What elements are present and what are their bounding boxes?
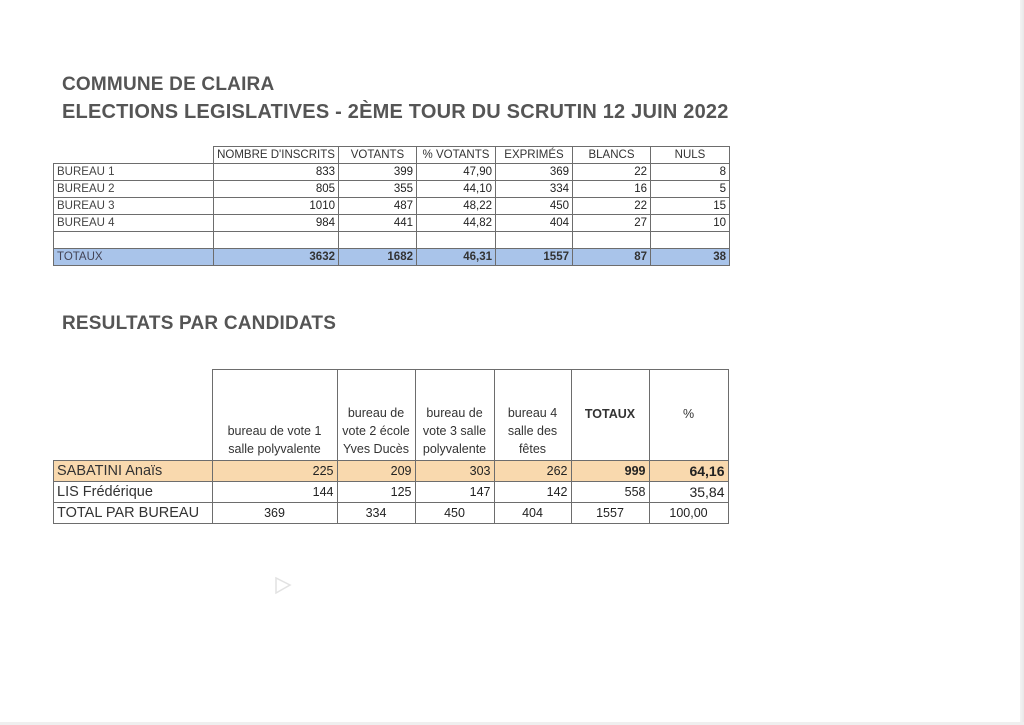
cell-value: 47,90 <box>417 164 496 181</box>
results-title: RESULTATS PAR CANDIDATS <box>62 313 337 334</box>
results-corner-cell <box>54 370 213 461</box>
turnout-table <box>53 146 730 266</box>
col-pct-votants: % VOTANTS <box>417 147 496 164</box>
cell-value: 404 <box>496 215 573 232</box>
empty-cell <box>54 232 214 249</box>
totals-label: TOTAUX <box>54 249 214 266</box>
cell-value: 369 <box>212 503 337 524</box>
cell-value: 355 <box>339 181 417 198</box>
candidate-percent: 35,84 <box>649 482 728 503</box>
cell-value: 450 <box>415 503 494 524</box>
col-percent: % <box>649 370 728 461</box>
cell-value: 48,22 <box>417 198 496 215</box>
empty-cell <box>496 232 573 249</box>
cell-value: 15 <box>651 198 730 215</box>
cell-value: 1010 <box>214 198 339 215</box>
candidate-name: LIS Frédérique <box>54 482 213 503</box>
col-blancs: BLANCS <box>573 147 651 164</box>
empty-cell <box>214 232 339 249</box>
cell-value: 487 <box>339 198 417 215</box>
total-value: 3632 <box>214 249 339 266</box>
faint-mark-icon <box>272 575 294 597</box>
col-inscrits: NOMBRE D'INSCRITS <box>214 147 339 164</box>
commune-title: COMMUNE DE CLAIRA <box>62 74 275 95</box>
col-bureau-2: bureau de vote 2 école Yves Ducès <box>337 370 415 461</box>
cell-value: 225 <box>212 461 337 482</box>
cell-value: 100,00 <box>649 503 728 524</box>
empty-row <box>54 232 730 249</box>
candidate-row-sabatini <box>54 461 729 482</box>
totals-row <box>54 249 730 266</box>
cell-value: 833 <box>214 164 339 181</box>
candidate-row-lis <box>54 482 729 503</box>
cell-value: 8 <box>651 164 730 181</box>
total-value: 1682 <box>339 249 417 266</box>
cell-value: 44,82 <box>417 215 496 232</box>
cell-value: 334 <box>496 181 573 198</box>
cell-value: 399 <box>339 164 417 181</box>
cell-value: 1557 <box>571 503 649 524</box>
cell-value: 450 <box>496 198 573 215</box>
candidate-percent: 64,16 <box>649 461 728 482</box>
col-bureau-4: bureau 4 salle des fêtes <box>494 370 571 461</box>
cell-value: 5 <box>651 181 730 198</box>
scan-edge <box>1020 0 1024 725</box>
empty-cell <box>573 232 651 249</box>
col-bureau-1: bureau de vote 1 salle polyvalente <box>212 370 337 461</box>
total-value: 46,31 <box>417 249 496 266</box>
candidate-total: 999 <box>571 461 649 482</box>
cell-value: 27 <box>573 215 651 232</box>
total-value: 1557 <box>496 249 573 266</box>
empty-cell <box>417 232 496 249</box>
total-value: 87 <box>573 249 651 266</box>
cell-value: 44,10 <box>417 181 496 198</box>
cell-value: 441 <box>339 215 417 232</box>
row-label: BUREAU 2 <box>54 181 214 198</box>
empty-cell <box>651 232 730 249</box>
cell-value: 303 <box>415 461 494 482</box>
cell-value: 16 <box>573 181 651 198</box>
cell-value: 984 <box>214 215 339 232</box>
total-value: 38 <box>651 249 730 266</box>
cell-value: 805 <box>214 181 339 198</box>
cell-value: 209 <box>337 461 415 482</box>
cell-value: 144 <box>212 482 337 503</box>
election-title: ELECTIONS LEGISLATIVES - 2ÈME TOUR DU SCRUTIN 12 JUIN 2022 <box>62 101 729 123</box>
total-par-bureau-row <box>54 503 729 524</box>
table-row <box>54 198 730 215</box>
row-label: BUREAU 1 <box>54 164 214 181</box>
total-par-bureau-label: TOTAL PAR BUREAU <box>54 503 213 524</box>
cell-value: 369 <box>496 164 573 181</box>
cell-value: 147 <box>415 482 494 503</box>
cell-value: 10 <box>651 215 730 232</box>
turnout-header-row <box>54 147 730 164</box>
cell-value: 142 <box>494 482 571 503</box>
col-bureau-3: bureau de vote 3 salle polyvalente <box>415 370 494 461</box>
row-label: BUREAU 4 <box>54 215 214 232</box>
table-row <box>54 215 730 232</box>
cell-value: 404 <box>494 503 571 524</box>
results-header-row <box>54 370 729 461</box>
table-row <box>54 164 730 181</box>
row-label: BUREAU 3 <box>54 198 214 215</box>
cell-value: 22 <box>573 164 651 181</box>
col-totaux: TOTAUX <box>571 370 649 461</box>
cell-value: 125 <box>337 482 415 503</box>
col-votants: VOTANTS <box>339 147 417 164</box>
col-nuls: NULS <box>651 147 730 164</box>
results-table <box>53 369 729 524</box>
cell-value: 334 <box>337 503 415 524</box>
cell-value: 22 <box>573 198 651 215</box>
empty-cell <box>339 232 417 249</box>
table-row <box>54 181 730 198</box>
candidate-total: 558 <box>571 482 649 503</box>
turnout-corner-cell <box>54 147 214 164</box>
cell-value: 262 <box>494 461 571 482</box>
col-exprimes: EXPRIMÉS <box>496 147 573 164</box>
candidate-name: SABATINI Anaïs <box>54 461 213 482</box>
